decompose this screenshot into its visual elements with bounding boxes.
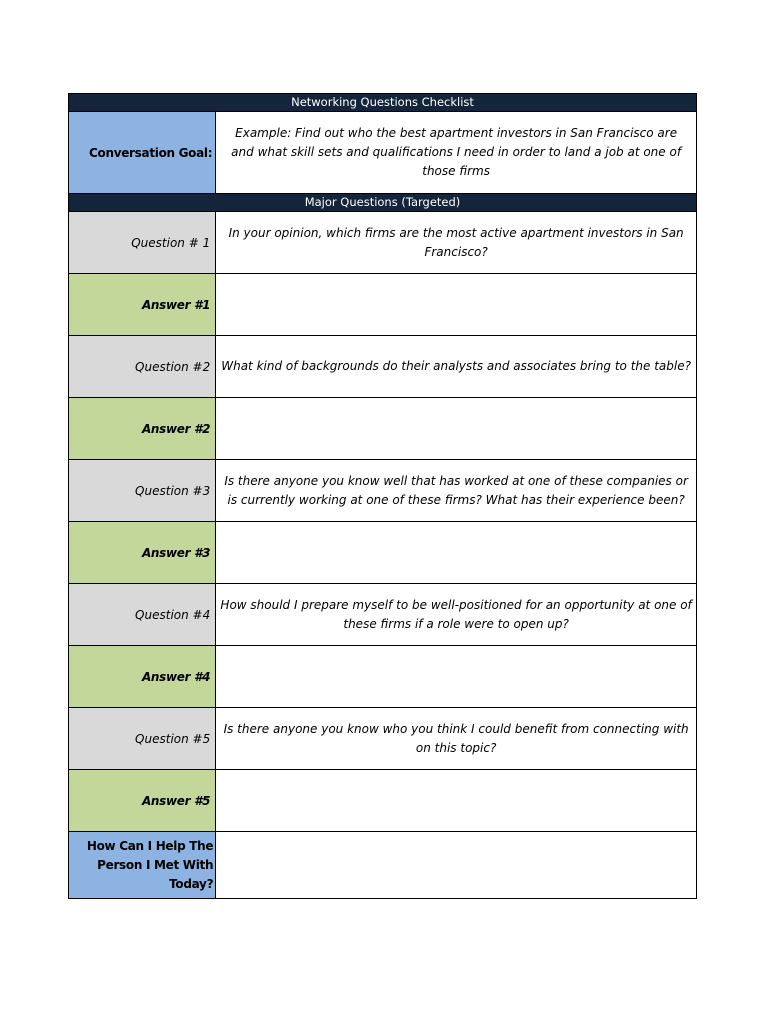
question-text[interactable]: How should I prepare myself to be well-positioned for an opportunity at one of these firms if a role were to open up? [216,584,697,646]
question-text[interactable]: What kind of backgrounds do their analysts and associates bring to the table? [216,336,697,398]
question-row [69,460,697,522]
question-row [69,708,697,770]
question-text[interactable]: In your opinion, which firms are the most active apartment investors in San Francisco? [216,212,697,274]
answer-label: Answer #3 [69,522,216,584]
question-label: Question #4 [69,584,216,646]
question-text[interactable]: Is there anyone you know who you think I could benefit from connecting with on this topic? [216,708,697,770]
conversation-goal-label: Conversation Goal: [69,112,216,194]
answer-cell[interactable] [216,522,697,584]
help-person-cell[interactable] [216,832,697,899]
answer-row [69,770,697,832]
section-row [69,194,697,212]
answer-cell[interactable] [216,274,697,336]
answer-cell[interactable] [216,646,697,708]
answer-label: Answer #5 [69,770,216,832]
question-row [69,584,697,646]
answer-label: Answer #2 [69,398,216,460]
question-label: Question # 1 [69,212,216,274]
question-label: Question #3 [69,460,216,522]
section-title: Major Questions (Targeted) [69,194,697,212]
question-label: Question #5 [69,708,216,770]
networking-checklist-table [68,93,697,899]
question-text[interactable]: Is there anyone you know well that has worked at one of these companies or is currently working at one of these firms? What has their experience been? [216,460,697,522]
goal-row [69,112,697,194]
answer-label: Answer #1 [69,274,216,336]
conversation-goal-value[interactable]: Example: Find out who the best apartment investors in San Francisco are and what skill sets and qualifications I need in order to land a job at one of those firms [216,112,697,194]
help-person-label: How Can I Help The Person I Met With Today? [69,832,216,899]
question-row [69,212,697,274]
answer-label: Answer #4 [69,646,216,708]
title-row [69,94,697,112]
help-row [69,832,697,899]
answer-row [69,398,697,460]
answer-cell[interactable] [216,770,697,832]
answer-row [69,274,697,336]
answer-row [69,646,697,708]
answer-row [69,522,697,584]
checklist-title: Networking Questions Checklist [69,94,697,112]
question-label: Question #2 [69,336,216,398]
question-row [69,336,697,398]
answer-cell[interactable] [216,398,697,460]
